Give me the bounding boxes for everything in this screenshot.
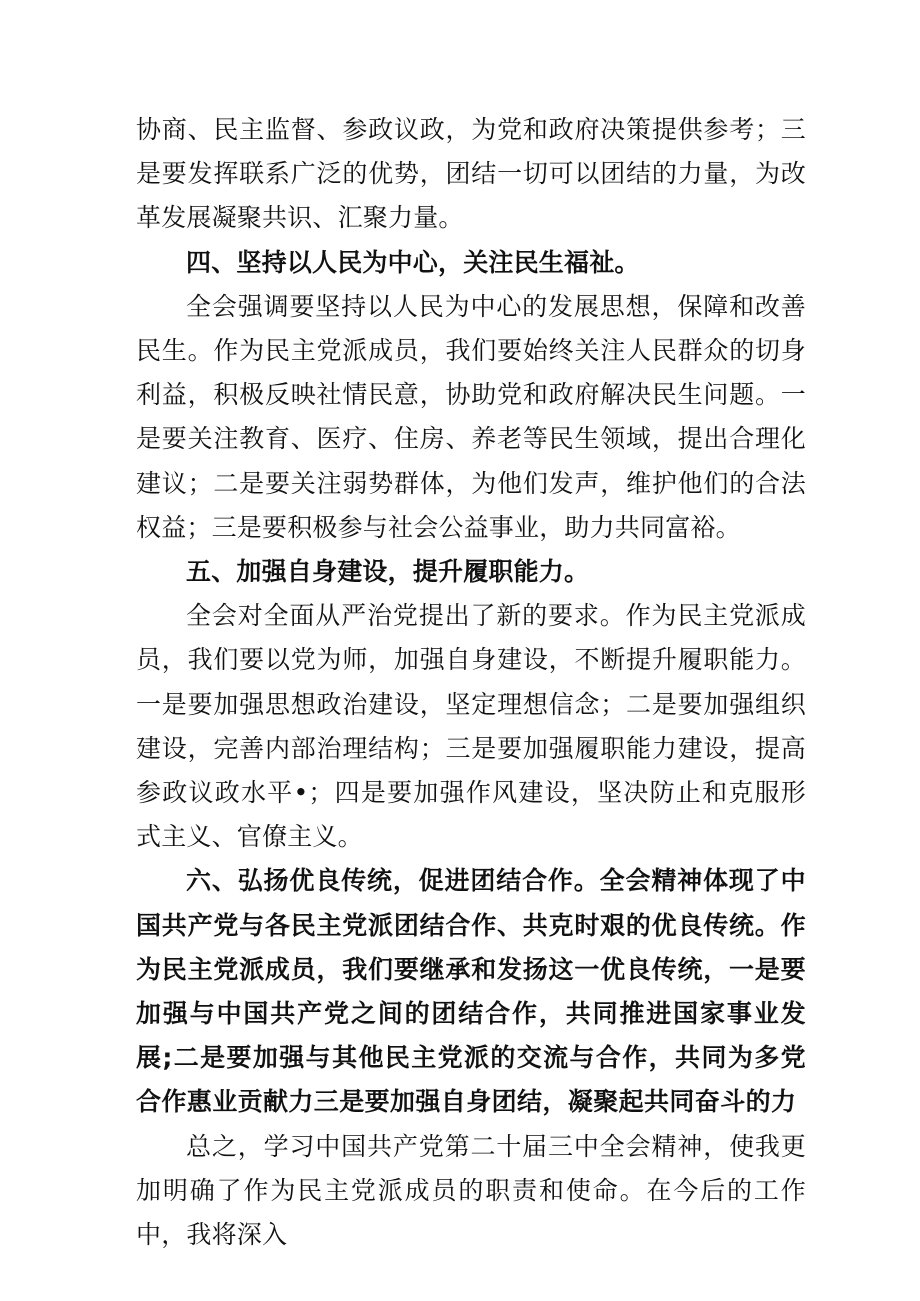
paragraph-section-six: 六、弘扬优良传统，促进团结合作。全会精神体现了中国共产党与各民主党派团结合作、共克时艰的优良传统。作为民主党派成员，我们要继承和发扬这一优良传统，一是要加强与中国共产党之间的团结合作，共同推进国家事业发展;二是要加强与其他民主党派的交流与合作，共同为多党合作惠业贡献力三是要加强自身团结，凝聚起共同奋斗的力 [136, 866, 806, 1117]
section-heading-four: 四、坚持以人民为中心，关注民生福祉。 [186, 247, 640, 277]
paragraph-conclusion: 总之，学习中国共产党第二十届三中全会精神，使我更加明确了作为民主党派成员的职责和使命。在今后的工作中，我将深入 [136, 1131, 806, 1250]
paragraph-section-four: 全会强调要坚持以人民为中心的发展思想，保障和改善民生。作为民主党派成员，我们要始终关注人民群众的切身利益，积极反映社情民意，协助党和政府解决民生问题。一是要关注教育、医疗、住房、养老等民生领域，提出合理化建议；二是要关注弱势群体，为他们发声，维护他们的合法权益；三是要积极参与社会公益事业，助力共同富裕。 [136, 291, 806, 542]
paragraph-continuation: 协商、民主监督、参政议政，为党和政府决策提供参考；三是要发挥联系广泛的优势，团结一切可以团结的力量，为改革发展凝聚共识、汇聚力量。 [136, 115, 806, 233]
paragraph-section-five: 全会对全面从严治党提出了新的要求。作为民主党派成员，我们要以党为师，加强自身建设，不断提升履职能力。一是要加强思想政治建设，坚定理想信念；二是要加强组织建设，完善内部治理结构；三是要加强履职能力建设，提高参政议政水平•；四是要加强作风建设，坚决防止和克服形式主义、官僚主义。 [136, 601, 806, 852]
document-body [136, 108, 806, 1257]
section-heading-five: 五、加强自身建设，提升履职能力。 [186, 557, 590, 587]
